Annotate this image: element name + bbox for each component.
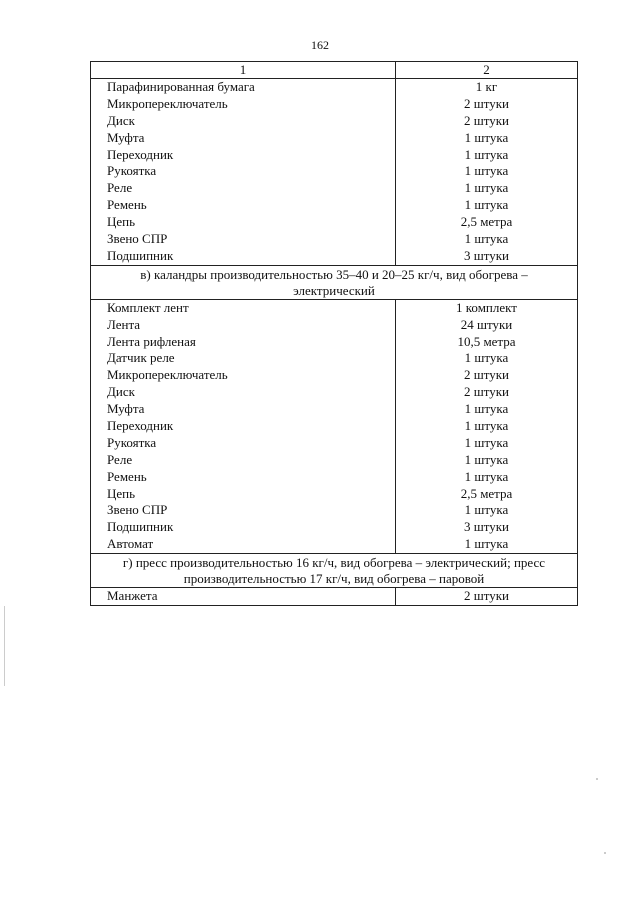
item-name: Реле	[91, 180, 396, 197]
item-quantity: 1 штука	[396, 180, 578, 197]
table-row	[91, 367, 578, 384]
item-quantity: 1 кг	[396, 79, 578, 96]
item-quantity: 1 штука	[396, 401, 578, 418]
table-row	[91, 214, 578, 231]
item-name: Подшипник	[91, 519, 396, 536]
item-quantity: 2 штуки	[396, 367, 578, 384]
table-row	[91, 197, 578, 214]
table-row	[91, 502, 578, 519]
item-quantity: 2,5 метра	[396, 486, 578, 503]
table-row	[91, 231, 578, 248]
table-row	[91, 147, 578, 164]
item-name: Датчик реле	[91, 350, 396, 367]
section-heading: в) каландры производительностью 35–40 и 20–25 кг/ч, вид обогрева – электрический	[91, 265, 578, 299]
table-body	[91, 62, 578, 606]
table-row	[91, 588, 578, 606]
section-row	[91, 265, 578, 299]
table-row	[91, 401, 578, 418]
item-name: Реле	[91, 452, 396, 469]
item-quantity: 2 штуки	[396, 384, 578, 401]
table-row	[91, 163, 578, 180]
item-name: Муфта	[91, 130, 396, 147]
column-header-2: 2	[396, 62, 578, 79]
table-row	[91, 418, 578, 435]
table-row	[91, 519, 578, 536]
item-name: Автомат	[91, 536, 396, 553]
table-row	[91, 180, 578, 197]
item-name: Микропереключатель	[91, 96, 396, 113]
page-number: 162	[311, 38, 329, 52]
item-quantity: 1 штука	[396, 197, 578, 214]
item-name: Микропереключатель	[91, 367, 396, 384]
item-name: Парафинированная бумага	[91, 79, 396, 96]
section-heading: г) пресс производительностью 16 кг/ч, вид обогрева – электрический; пресс производительностью 17 кг/ч, вид обогрева – паровой	[91, 554, 578, 588]
scan-speck	[596, 778, 598, 780]
item-name: Лента	[91, 317, 396, 334]
table-header-row	[91, 62, 578, 79]
item-name: Ремень	[91, 197, 396, 214]
item-quantity: 1 штука	[396, 418, 578, 435]
table-row	[91, 248, 578, 265]
item-quantity: 2 штуки	[396, 588, 578, 606]
item-name: Переходник	[91, 418, 396, 435]
table-row	[91, 435, 578, 452]
item-quantity: 1 штука	[396, 469, 578, 486]
table-row	[91, 130, 578, 147]
item-name: Диск	[91, 113, 396, 130]
table-row	[91, 486, 578, 503]
item-quantity: 2,5 метра	[396, 214, 578, 231]
table-row	[91, 452, 578, 469]
item-quantity: 1 штука	[396, 452, 578, 469]
item-name: Ремень	[91, 469, 396, 486]
scan-margin-mark	[4, 606, 5, 686]
item-name: Подшипник	[91, 248, 396, 265]
scan-speck	[604, 852, 606, 854]
table-row	[91, 469, 578, 486]
table-row	[91, 96, 578, 113]
item-name: Лента рифленая	[91, 334, 396, 351]
table-row	[91, 536, 578, 553]
item-quantity: 1 штука	[396, 502, 578, 519]
table-row	[91, 350, 578, 367]
item-name: Цепь	[91, 214, 396, 231]
item-quantity: 1 штука	[396, 435, 578, 452]
item-quantity: 2 штуки	[396, 96, 578, 113]
item-quantity: 3 штуки	[396, 519, 578, 536]
item-name: Манжета	[91, 588, 396, 606]
table-row	[91, 79, 578, 96]
table-row	[91, 299, 578, 316]
item-name: Звено СПР	[91, 502, 396, 519]
item-name: Комплект лент	[91, 299, 396, 316]
item-name: Рукоятка	[91, 435, 396, 452]
item-quantity: 1 штука	[396, 163, 578, 180]
item-quantity: 3 штуки	[396, 248, 578, 265]
item-quantity: 2 штуки	[396, 113, 578, 130]
item-name: Переходник	[91, 147, 396, 164]
item-quantity: 24 штуки	[396, 317, 578, 334]
item-quantity: 1 штука	[396, 536, 578, 553]
column-header-1: 1	[91, 62, 396, 79]
item-name: Цепь	[91, 486, 396, 503]
item-name: Рукоятка	[91, 163, 396, 180]
item-quantity: 1 комплект	[396, 299, 578, 316]
item-name: Диск	[91, 384, 396, 401]
table-row	[91, 113, 578, 130]
table-row	[91, 384, 578, 401]
equipment-parts-table	[90, 61, 578, 606]
item-name: Звено СПР	[91, 231, 396, 248]
item-quantity: 1 штука	[396, 350, 578, 367]
item-quantity: 10,5 метра	[396, 334, 578, 351]
item-name: Муфта	[91, 401, 396, 418]
section-row	[91, 554, 578, 588]
table-row	[91, 317, 578, 334]
item-quantity: 1 штука	[396, 130, 578, 147]
table-row	[91, 334, 578, 351]
item-quantity: 1 штука	[396, 231, 578, 248]
item-quantity: 1 штука	[396, 147, 578, 164]
